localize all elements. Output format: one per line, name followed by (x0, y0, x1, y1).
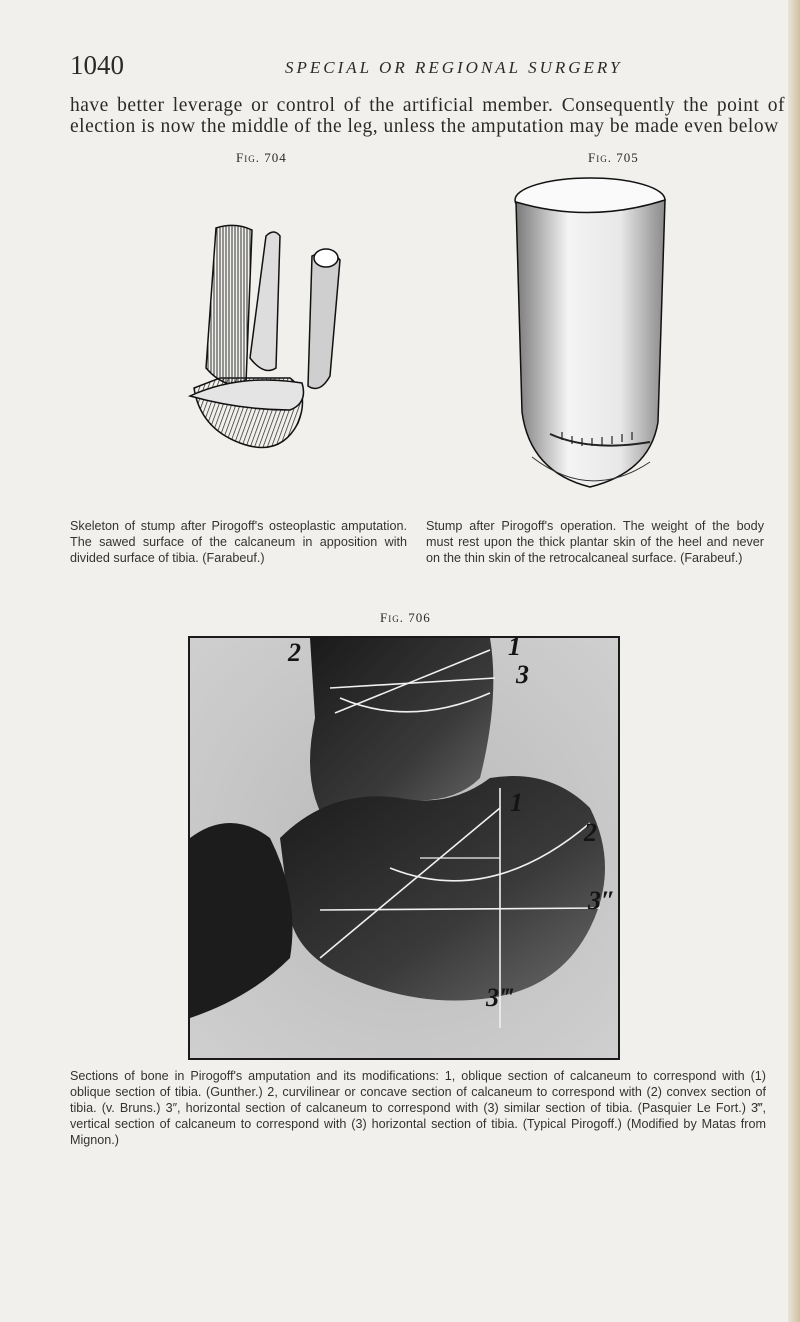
fig705-label: Fig. 705 (588, 150, 639, 165)
fig704-caption: Skeleton of stump after Pirogoff's osteoplastic amputation. The sawed surface of the calcaneum in apposition with divided surface of tibia. (Farabeuf.) (70, 519, 407, 565)
fig706-illustration (190, 638, 618, 1058)
fig706-caption: Sections of bone in Pirogoff's amputation and its modifications: 1, oblique section of calcaneum to correspond with (1) oblique section of tibia. (Gunther.) 2, curvilinear or concave section of calcaneum to correspond with (2) convex section of tibia. (v. Bruns.) 3″, horizontal section of calcaneum to correspond with (3) similar section of tibia. (Pasquier Le Fort.) 3‴, vertical section of calcaneum to correspond with (3) horizontal section of tibia. (Typical Pirogoff.) (Modified by Matas from Mignon.) (70, 1069, 766, 1147)
fig706-marker-3-double-prime: 3″ (588, 886, 616, 915)
fig706-marker-2-right: 2 (584, 818, 597, 847)
fig704-label: Fig. 704 (236, 150, 287, 165)
body-text: have better leverage or control of the artificial member. Consequently the point of election is now the middle of the leg, unless the amputation may be made even below (70, 95, 785, 137)
page-edge (788, 0, 800, 1322)
fig706-marker-3-triple-prime: 3‴ (486, 983, 514, 1012)
fig705-caption: Stump after Pirogoff's operation. The weight of the body must rest upon the thick plantar skin of the heel and never on the thin skin of the retrocalcaneal surface. (Farabeuf.) (426, 519, 764, 565)
fig706-marker-2-top: 2 (288, 638, 301, 667)
fig706-marker-3-top: 3 (516, 660, 529, 689)
fig704-illustration (180, 218, 350, 468)
fig706-frame (188, 636, 620, 1060)
fig706-marker-1-mid: 1 (510, 788, 523, 817)
running-head: SPECIAL OR REGIONAL SURGERY (285, 58, 623, 77)
page-header (70, 50, 770, 90)
fig706-marker-1-top: 1 (508, 636, 521, 661)
fig706-label: Fig. 706 (380, 610, 431, 625)
fig705-illustration (510, 172, 675, 502)
page-number: 1040 (70, 50, 124, 80)
